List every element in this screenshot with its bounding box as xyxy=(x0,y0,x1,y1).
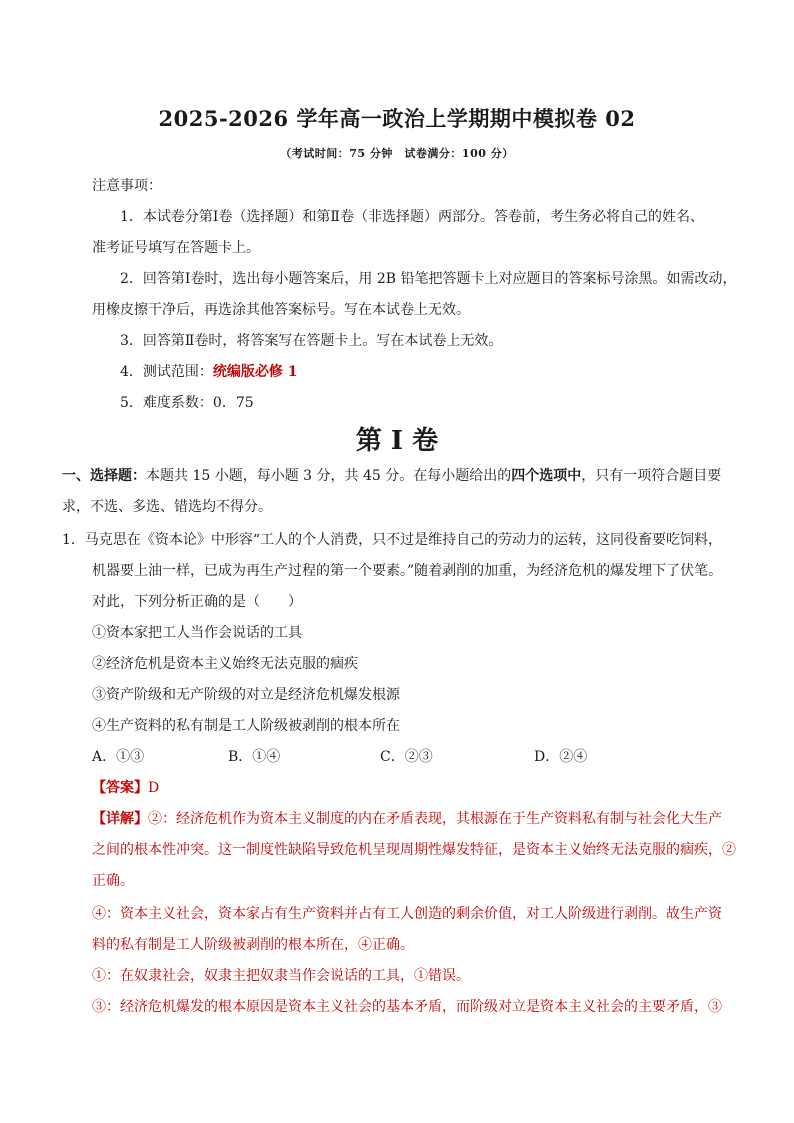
section-instructions-emph: 四个选项中 xyxy=(511,468,582,484)
statement-1: ①资本家把工人当作会说话的工具 xyxy=(92,625,302,641)
note-item-2: 2．回答第Ⅰ卷时，选出每小题答案后，用 2B 铅笔把答题卡上对应题目的答案标号涂黑。如需改动， xyxy=(120,271,737,287)
option-a: A．①③ xyxy=(92,749,145,765)
section-title: 第 I 卷 xyxy=(355,426,439,456)
note-item-3: 3．回答第Ⅱ卷时，将答案写在答题卡上。写在本试卷上无效。 xyxy=(120,333,503,349)
section-instructions xyxy=(62,466,721,486)
answer-value: D xyxy=(148,780,160,796)
detail-para-2-cont: 料的私有制是工人阶级被剥削的根本所在，④正确。 xyxy=(92,937,414,953)
statement-2: ②经济危机是资本主义始终无法克服的痼疾 xyxy=(92,656,358,672)
note-item-5: 5．难度系数：0．75 xyxy=(120,395,254,411)
detail-para-1 xyxy=(92,809,722,829)
option-b: B．①④ xyxy=(228,749,281,765)
note-item-2-cont: 用橡皮擦干净后，再选涂其他答案标号。写在本试卷上无效。 xyxy=(92,302,470,318)
answer-label: 【答案】 xyxy=(92,780,148,796)
detail-para-1-cont: 之间的根本性冲突。这一制度性缺陷导致危机呈现周期性爆发特征，是资本主义始终无法克服的痼疾，② xyxy=(92,842,736,858)
detail-para-4: ③：经济危机爆发的根本原因是资本主义社会的基本矛盾，而阶级对立是资本主义社会的主要矛盾，③ xyxy=(92,999,722,1015)
question-1-prompt: 对此，下列分析正确的是（ ） xyxy=(92,594,302,610)
answer-line xyxy=(92,778,159,798)
note-item-4-label: 4．测试范围： xyxy=(120,364,213,380)
detail-para-2: ④：资本主义社会，资本家占有生产资料并占有工人创造的剩余价值，对工人阶级进行剥削。故生产资 xyxy=(92,906,722,922)
option-d: D．②④ xyxy=(534,749,588,765)
detail-para-3: ①：在奴隶社会，奴隶主把奴隶当作会说话的工具，①错误。 xyxy=(92,968,470,984)
section-instructions-cont: 求，不选、多选、错选均不得分。 xyxy=(62,499,272,515)
option-c: C．②③ xyxy=(380,749,433,765)
statement-4: ④生产资料的私有制是工人阶级被剥削的根本所在 xyxy=(92,718,400,734)
notes-heading: 注意事项： xyxy=(92,178,162,194)
detail-text-1: ②：经济危机作为资本主义制度的内在矛盾表现，其根源在于生产资料私有制与社会化大生产 xyxy=(148,811,722,827)
question-1-stem: 1．马克思在《资本论》中形容“工人的个人消费，只不过是维持自己的劳动力的运转，这同役畜要吃饲料， xyxy=(62,532,723,548)
test-scope: 统编版必修 1 xyxy=(212,364,298,380)
section-instructions-tail: ，只有一项符合题目要 xyxy=(581,468,722,484)
exam-info: （考试时间：75 分钟 试卷满分：100 分） xyxy=(280,147,514,160)
question-1-stem-cont: 机器要上油一样，已成为再生产过程的第一个要素。”随着剥削的加重，为经济危机的爆发埋下了伏笔。 xyxy=(92,563,723,579)
section-instructions-body: 本题共 15 小题，每小题 3 分，共 45 分。在每小题给出的 xyxy=(146,468,512,484)
note-item-4 xyxy=(120,362,298,382)
page-title: 2025-2026 学年高一政治上学期期中模拟卷 02 xyxy=(158,106,636,131)
note-item-1-cont: 准考证号填写在答题卡上。 xyxy=(92,240,260,256)
note-item-1: 1．本试卷分第Ⅰ卷（选择题）和第Ⅱ卷（非选择题）两部分。答卷前，考生务必将自己的姓名、 xyxy=(120,209,704,225)
section-instructions-head: 一、选择题： xyxy=(62,468,146,484)
statement-3: ③资产阶级和无产阶级的对立是经济危机爆发根源 xyxy=(92,687,400,703)
detail-para-1-end: 正确。 xyxy=(92,873,134,889)
detail-label: 【详解】 xyxy=(92,811,148,827)
